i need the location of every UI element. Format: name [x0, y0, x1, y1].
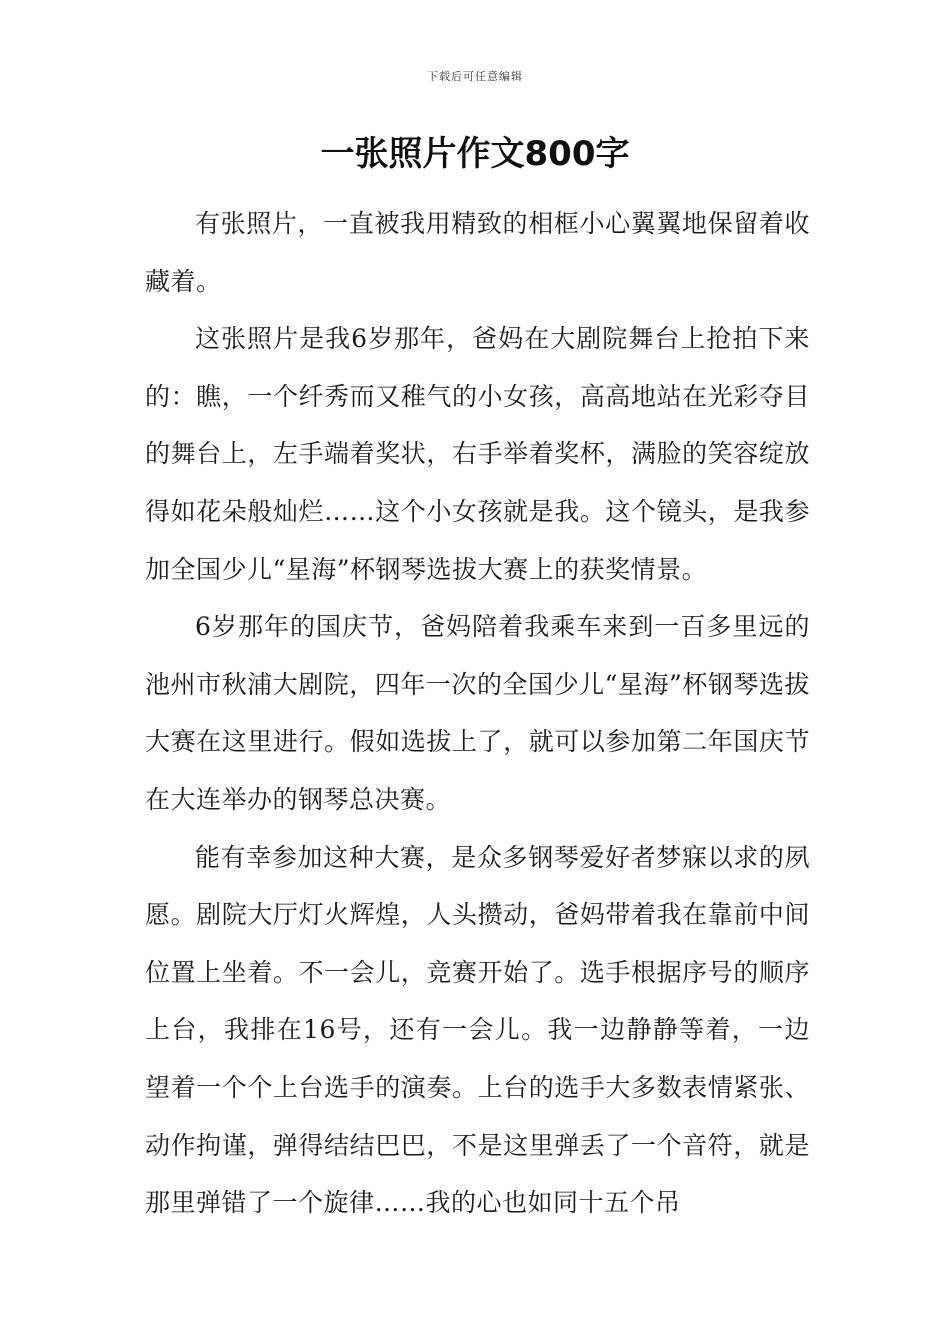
- paragraph-4: 能有幸参加这种大赛，是众多钢琴爱好者梦寐以求的夙愿。剧院大厅灯火辉煌，人头攒动，爸妈带着我在靠前中间位置上坐着。不一会儿，竞赛开始了。选手根据序号的顺序上台，我排在16号，还有一会儿。我一边静静等着，一边望着一个个上台选手的演奏。上台的选手大多数表情紧张、动作拘谨，弹得结结巴巴，不是这里弹丢了一个音符，就是那里弹错了一个旋律……我的心也如同十五个吊: [145, 842, 810, 1218]
- article-body: [145, 195, 810, 1232]
- page-title: 一张照片作文800字: [320, 134, 630, 174]
- paragraph-1: 有张照片，一直被我用精致的相框小心翼翼地保留着收藏着。: [145, 209, 810, 296]
- header-note: 下载后可任意编辑: [427, 70, 523, 83]
- paragraph-3: 6岁那年的国庆节，爸妈陪着我乘车来到一百多里远的池州市秋浦大剧院，四年一次的全国少儿“星海”杯钢琴选拔大赛在这里进行。假如选拔上了，就可以参加第二年国庆节在大连举办的钢琴总决赛。: [145, 612, 810, 814]
- paragraph-2: 这张照片是我6岁那年，爸妈在大剧院舞台上抢拍下来的：瞧，一个纤秀而又稚气的小女孩，高高地站在光彩夺目的舞台上，左手端着奖状，右手举着奖杯，满脸的笑容绽放得如花朵般灿烂……这个小女孩就是我。这个镜头，是我参加全国少儿“星海”杯钢琴选拔大赛上的获奖情景。: [145, 324, 810, 584]
